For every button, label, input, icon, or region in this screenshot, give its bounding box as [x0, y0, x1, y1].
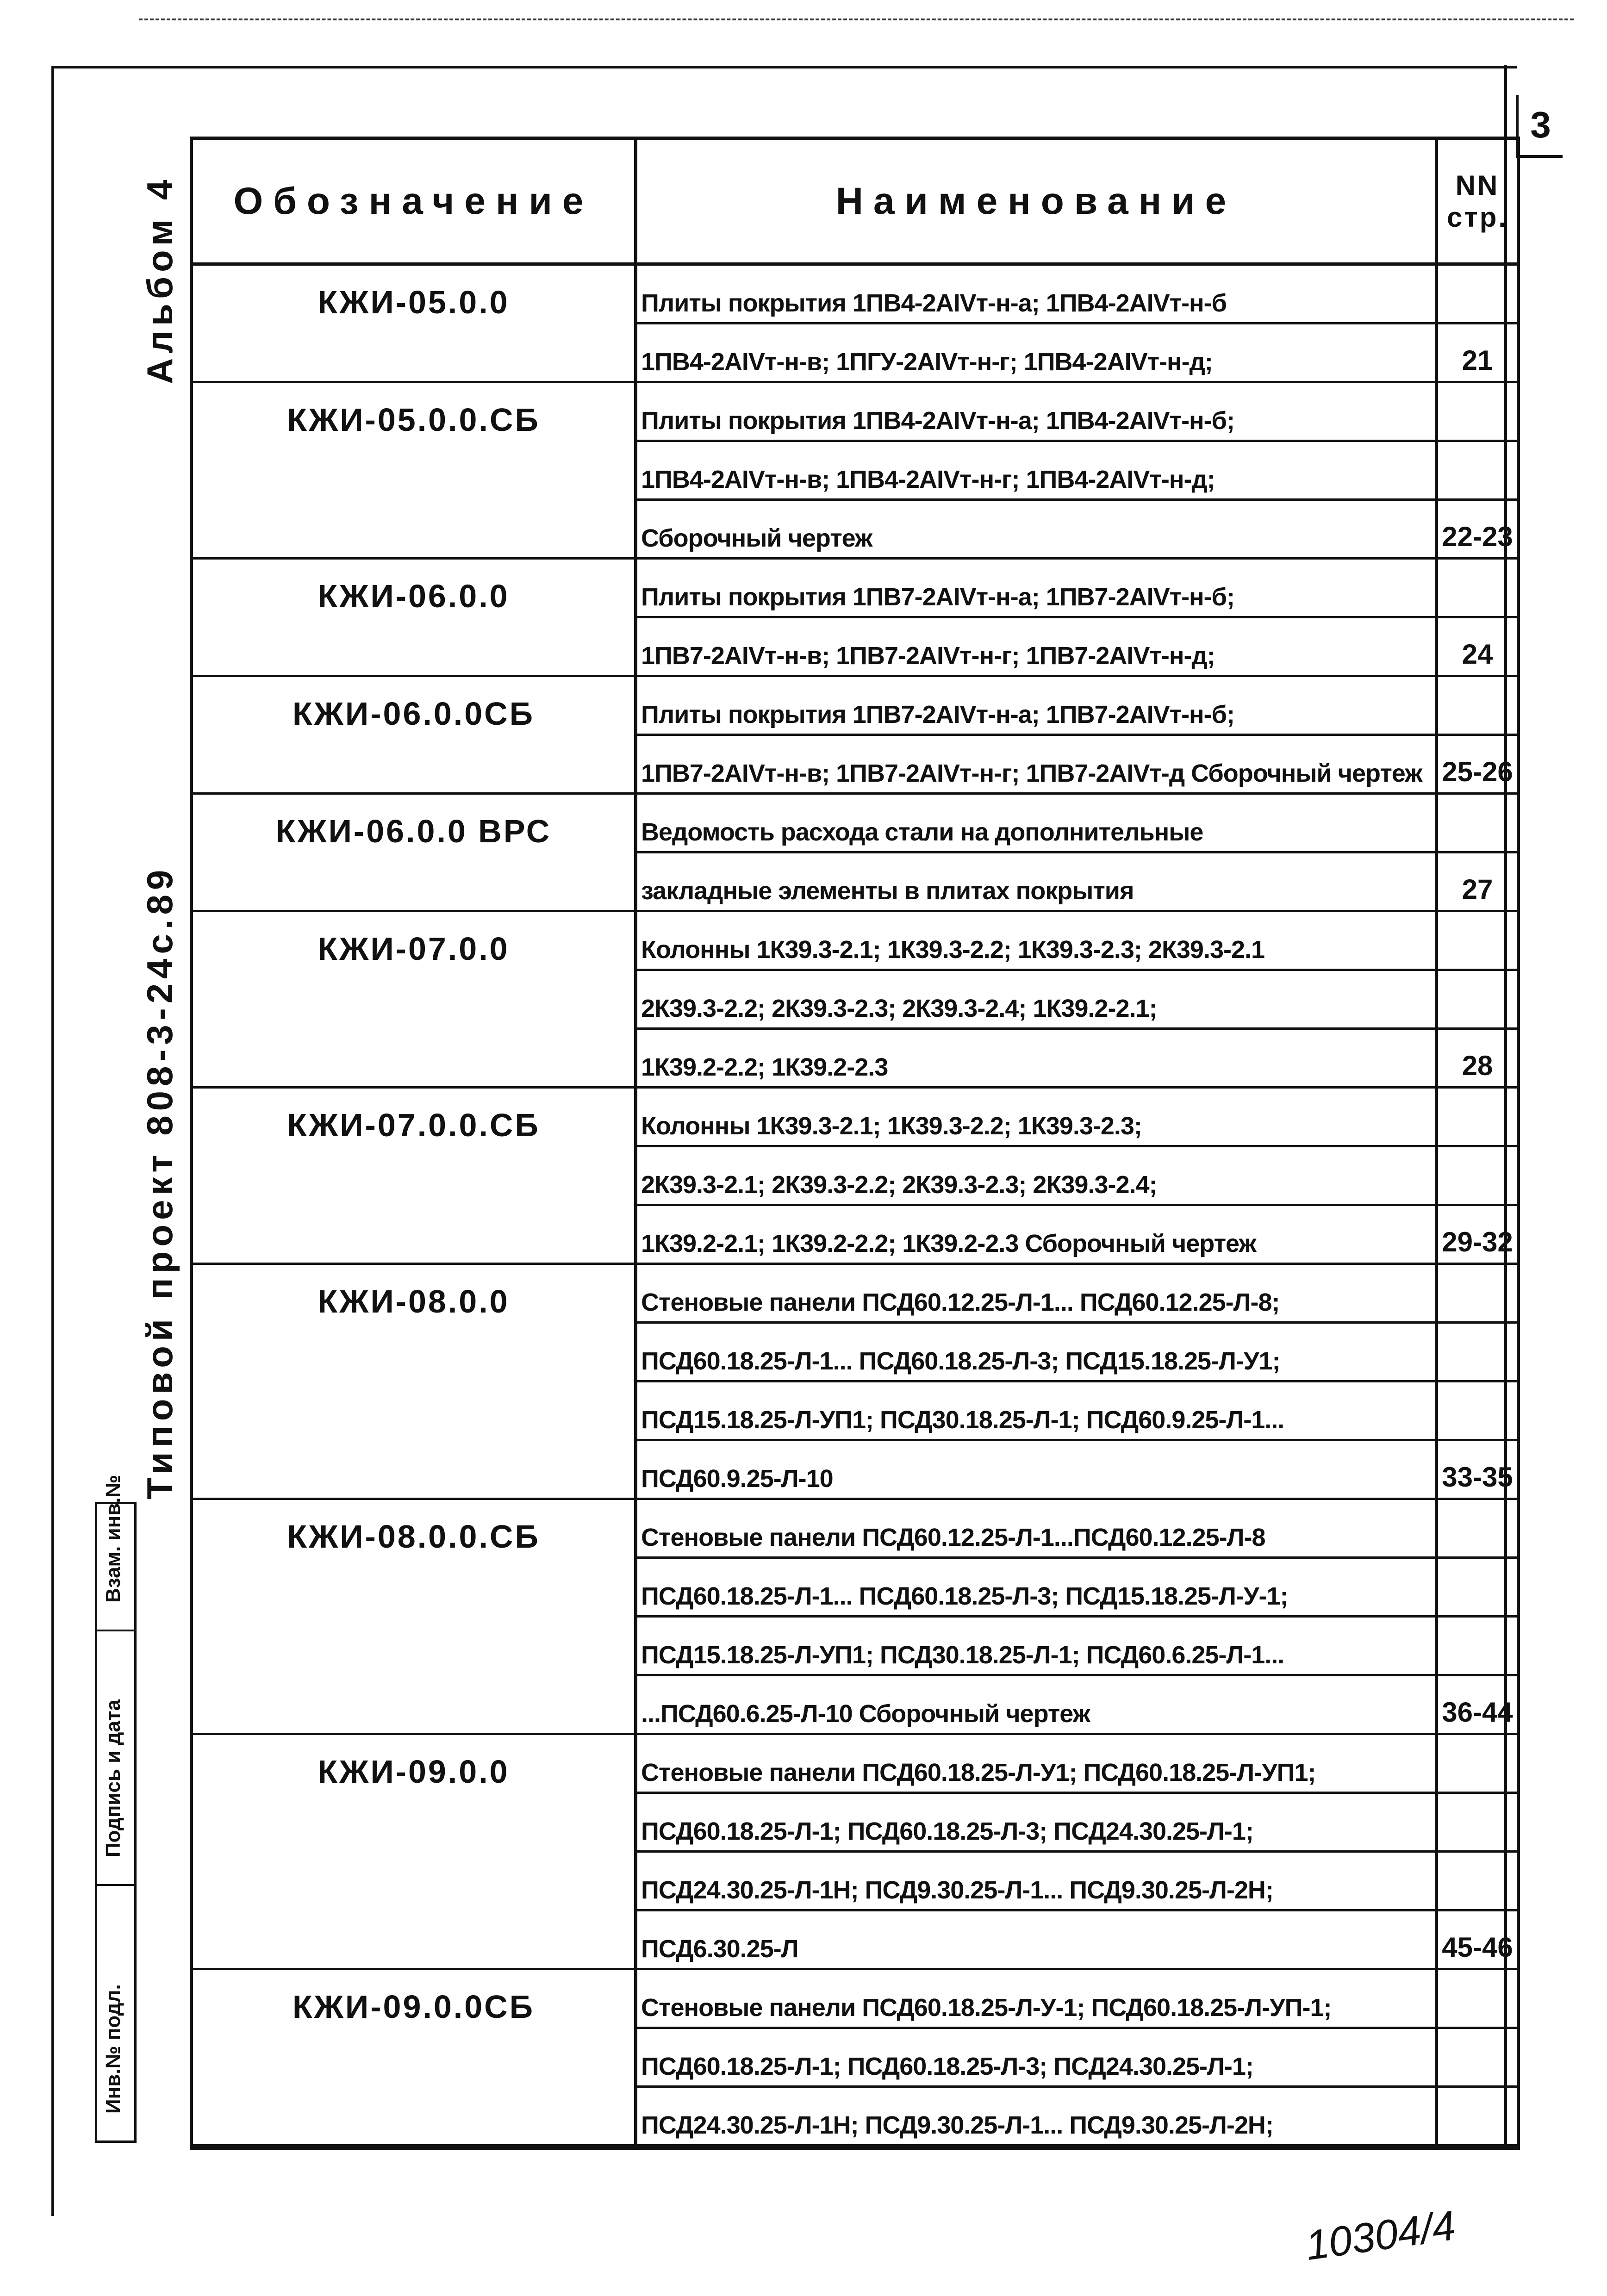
row-code	[193, 2088, 637, 2147]
table-row	[193, 736, 1517, 795]
table-row	[193, 2029, 1517, 2088]
row-name: 1ПВ7-2АIVт-н-в; 1ПВ7-2АIVт-н-г; 1ПВ7-2АIVт-н-д;	[637, 618, 1438, 677]
row-page	[1438, 1089, 1517, 1147]
table-row	[193, 853, 1517, 912]
row-code: КЖИ-07.0.0.СБ	[193, 1089, 637, 1147]
row-page	[1438, 677, 1517, 736]
stamp-replaced-inv: Взам. инв.№	[102, 1475, 125, 1603]
table-row	[193, 1089, 1517, 1147]
table-row	[193, 1794, 1517, 1853]
table-row	[193, 1324, 1517, 1382]
header-page: NN стр.	[1446, 169, 1508, 233]
row-page	[1438, 1500, 1517, 1559]
table-row	[193, 1147, 1517, 1206]
table-row	[193, 1206, 1517, 1265]
table-row	[193, 1676, 1517, 1735]
row-name: Колонны 1К39.3-2.1; 1К39.3-2.2; 1К39.3-2.3; 2К39.3-2.1	[637, 912, 1438, 971]
row-page	[1438, 1735, 1517, 1794]
approval-stamp	[95, 1475, 137, 2143]
row-name: Стеновые панели ПСД60.12.25-Л-1... ПСД60.12.25-Л-8;	[637, 1265, 1438, 1324]
row-page	[1438, 1382, 1517, 1441]
row-code	[193, 1911, 637, 1970]
table-header	[193, 140, 1517, 266]
row-code: КЖИ-06.0.0 ВРС	[193, 795, 637, 853]
row-page	[1438, 2029, 1517, 2088]
table-row	[193, 1265, 1517, 1324]
row-page: 29-32	[1438, 1206, 1517, 1265]
row-code: КЖИ-09.0.0	[193, 1735, 637, 1794]
row-page: 22-23	[1438, 501, 1517, 560]
row-name: Сборочный чертеж	[637, 501, 1438, 560]
row-code	[193, 1618, 637, 1676]
row-name: ПСД24.30.25-Л-1Н; ПСД9.30.25-Л-1... ПСД9.30.25-Л-2Н;	[637, 1853, 1438, 1911]
row-page	[1438, 912, 1517, 971]
row-name: ...ПСД60.6.25-Л-10 Сборочный чертеж	[637, 1676, 1438, 1735]
table-row	[193, 677, 1517, 736]
row-code	[193, 853, 637, 912]
row-name: Плиты покрытия 1ПВ7-2АIVт-н-а; 1ПВ7-2АIVт-н-б;	[637, 677, 1438, 736]
row-page	[1438, 971, 1517, 1030]
row-name: ПСД60.9.25-Л-10	[637, 1441, 1438, 1500]
top-border-line	[139, 19, 1574, 20]
row-page	[1438, 1147, 1517, 1206]
row-code	[193, 324, 637, 383]
table-row	[193, 795, 1517, 853]
table-row	[193, 1500, 1517, 1559]
sheet-number: 3	[1516, 95, 1563, 158]
table-row	[193, 501, 1517, 560]
row-code	[193, 971, 637, 1030]
row-page	[1438, 2088, 1517, 2147]
row-code	[193, 1324, 637, 1382]
row-page: 36-44	[1438, 1676, 1517, 1735]
row-page	[1438, 1265, 1517, 1324]
row-name: закладные элементы в плитах покрытия	[637, 853, 1438, 912]
row-code	[193, 1794, 637, 1853]
row-page: 28	[1438, 1030, 1517, 1089]
row-name: ПСД60.18.25-Л-1... ПСД60.18.25-Л-3; ПСД15.18.25-Л-У1;	[637, 1324, 1438, 1382]
row-page	[1438, 442, 1517, 501]
row-page	[1438, 383, 1517, 442]
table-row	[193, 324, 1517, 383]
row-code	[193, 1030, 637, 1089]
row-code: КЖИ-09.0.0СБ	[193, 1970, 637, 2029]
row-code	[193, 1853, 637, 1911]
row-name: Стеновые панели ПСД60.18.25-Л-У1; ПСД60.18.25-Л-УП1;	[637, 1735, 1438, 1794]
table-row	[193, 1970, 1517, 2029]
row-name: Стеновые панели ПСД60.12.25-Л-1...ПСД60.12.25-Л-8	[637, 1500, 1438, 1559]
row-code	[193, 1206, 637, 1265]
table-row	[193, 1853, 1517, 1911]
row-page	[1438, 795, 1517, 853]
row-code	[193, 1559, 637, 1618]
row-name: ПСД15.18.25-Л-УП1; ПСД30.18.25-Л-1; ПСД60.6.25-Л-1...	[637, 1618, 1438, 1676]
table-row	[193, 383, 1517, 442]
stamp-original-inv: Инв.№ подл.	[102, 1984, 125, 2114]
row-name: 2К39.3-2.2; 2К39.3-2.3; 2К39.3-2.4; 1К39.2-2.1;	[637, 971, 1438, 1030]
project-label: Типовой проект 808-3-24с.89	[139, 865, 180, 1500]
row-name: ПСД6.30.25-Л	[637, 1911, 1438, 1970]
row-page: 25-26	[1438, 736, 1517, 795]
table-row	[193, 618, 1517, 677]
table-row	[193, 912, 1517, 971]
row-name: ПСД60.18.25-Л-1; ПСД60.18.25-Л-3; ПСД24.30.25-Л-1;	[637, 2029, 1438, 2088]
row-name: 1ПВ7-2АIVт-н-в; 1ПВ7-2АIVт-н-г; 1ПВ7-2АIVт-д Сборочный чертеж	[637, 736, 1438, 795]
row-code: КЖИ-05.0.0.СБ	[193, 383, 637, 442]
table-row	[193, 266, 1517, 324]
row-page	[1438, 1853, 1517, 1911]
row-code	[193, 1382, 637, 1441]
row-page: 24	[1438, 618, 1517, 677]
row-code	[193, 1147, 637, 1206]
row-code: КЖИ-06.0.0	[193, 560, 637, 618]
row-code: КЖИ-05.0.0	[193, 266, 637, 324]
row-page	[1438, 1794, 1517, 1853]
table-row	[193, 1911, 1517, 1970]
row-name: Плиты покрытия 1ПВ7-2АIVт-н-а; 1ПВ7-2АIVт-н-б;	[637, 560, 1438, 618]
row-name: 1К39.2-2.1; 1К39.2-2.2; 1К39.2-2.3 Сборочный чертеж	[637, 1206, 1438, 1265]
table-row	[193, 1559, 1517, 1618]
archive-number: 10304/4	[1302, 2202, 1458, 2270]
row-code	[193, 1441, 637, 1500]
row-code	[193, 442, 637, 501]
row-name: 2К39.3-2.1; 2К39.3-2.2; 2К39.3-2.3; 2К39.3-2.4;	[637, 1147, 1438, 1206]
row-page	[1438, 1970, 1517, 2029]
album-label: Альбом 4	[139, 175, 180, 384]
table-row	[193, 560, 1517, 618]
table-row	[193, 971, 1517, 1030]
table-body	[193, 266, 1517, 2147]
row-name: 1ПВ4-2АIVт-н-в; 1ПВ4-2АIVт-н-г; 1ПВ4-2АIVт-н-д;	[637, 442, 1438, 501]
table-row	[193, 1030, 1517, 1089]
row-page: 21	[1438, 324, 1517, 383]
row-name: Стеновые панели ПСД60.18.25-Л-У-1; ПСД60.18.25-Л-УП-1;	[637, 1970, 1438, 2029]
header-name: Наименование	[637, 140, 1438, 262]
row-name: ПСД60.18.25-Л-1... ПСД60.18.25-Л-3; ПСД15.18.25-Л-У-1;	[637, 1559, 1438, 1618]
row-name: ПСД15.18.25-Л-УП1; ПСД30.18.25-Л-1; ПСД60.9.25-Л-1...	[637, 1382, 1438, 1441]
table-row	[193, 442, 1517, 501]
row-code	[193, 736, 637, 795]
contents-table	[190, 137, 1520, 2150]
table-row	[193, 1618, 1517, 1676]
row-page	[1438, 266, 1517, 324]
row-name: Ведомость расхода стали на дополнительные	[637, 795, 1438, 853]
row-name: Плиты покрытия 1ПВ4-2АIVт-н-а; 1ПВ4-2АIVт-н-б	[637, 266, 1438, 324]
table-row	[193, 1735, 1517, 1794]
row-code	[193, 1676, 637, 1735]
row-page	[1438, 1324, 1517, 1382]
row-code: КЖИ-07.0.0	[193, 912, 637, 971]
row-page	[1438, 1559, 1517, 1618]
row-page	[1438, 560, 1517, 618]
stamp-signature-date: Подпись и дата	[102, 1699, 125, 1857]
row-page: 27	[1438, 853, 1517, 912]
row-page: 45-46	[1438, 1911, 1517, 1970]
row-name: Плиты покрытия 1ПВ4-2АIVт-н-а; 1ПВ4-2АIVт-н-б;	[637, 383, 1438, 442]
table-row	[193, 1441, 1517, 1500]
row-name: ПСД60.18.25-Л-1; ПСД60.18.25-Л-3; ПСД24.30.25-Л-1;	[637, 1794, 1438, 1853]
row-name: Колонны 1К39.3-2.1; 1К39.3-2.2; 1К39.3-2.3;	[637, 1089, 1438, 1147]
table-row	[193, 2088, 1517, 2147]
row-code	[193, 501, 637, 560]
row-name: 1ПВ4-2АIVт-н-в; 1ПГУ-2АIVт-н-г; 1ПВ4-2АIVт-н-д;	[637, 324, 1438, 383]
header-code: Обозначение	[193, 140, 637, 262]
row-code: КЖИ-08.0.0	[193, 1265, 637, 1324]
row-page	[1438, 1618, 1517, 1676]
row-code: КЖИ-08.0.0.СБ	[193, 1500, 637, 1559]
row-name: ПСД24.30.25-Л-1Н; ПСД9.30.25-Л-1... ПСД9.30.25-Л-2Н;	[637, 2088, 1438, 2147]
row-code	[193, 2029, 637, 2088]
row-name: 1К39.2-2.2; 1К39.2-2.3	[637, 1030, 1438, 1089]
row-code: КЖИ-06.0.0СБ	[193, 677, 637, 736]
table-row	[193, 1382, 1517, 1441]
row-code	[193, 618, 637, 677]
row-page: 33-35	[1438, 1441, 1517, 1500]
